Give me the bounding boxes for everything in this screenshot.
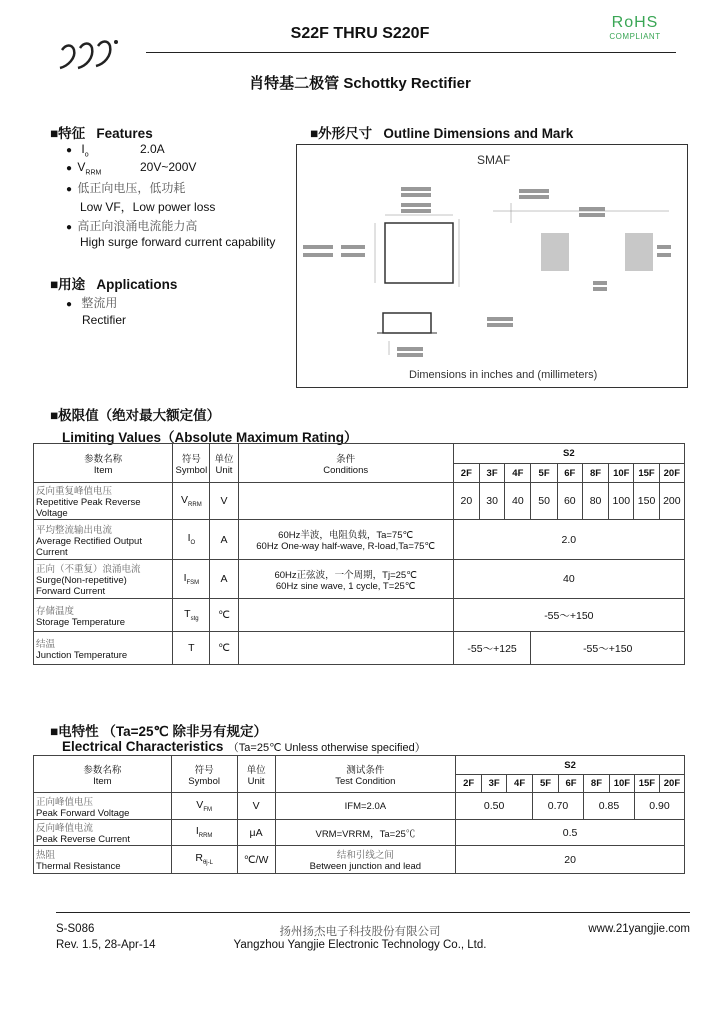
param-value: -55～+125	[453, 632, 531, 665]
lim-col-symbol: 符号 Symbol	[173, 444, 210, 483]
param-value: 0.50	[456, 793, 533, 820]
param-value: 0.90	[634, 793, 684, 820]
param-value: 40	[505, 483, 531, 520]
param-condition	[238, 483, 453, 520]
electrical-table	[33, 755, 685, 874]
company-en: Yangzhou Yangjie Electronic Technology Co., Ltd.	[233, 939, 487, 951]
el-part: 3F	[482, 775, 507, 793]
param-value: 50	[531, 483, 557, 520]
package-name: SMAF	[477, 153, 511, 167]
param-unit: V	[237, 793, 275, 820]
param-value: -55～+150	[531, 632, 685, 665]
vrrm-value: 20V~200V	[140, 160, 197, 174]
lim-col-unit: 单位 Unit	[210, 444, 238, 483]
param-name: 反向峰值电流 Peak Reverse Current	[34, 820, 172, 846]
applications-heading: ■用途 Applications	[50, 277, 178, 292]
limiting-heading-cn: ■极限值（绝对最大额定值）	[50, 408, 221, 423]
outline-box	[296, 144, 688, 388]
param-value: -55～+150	[453, 599, 684, 632]
feature-io	[66, 142, 89, 158]
param-unit: μA	[237, 820, 275, 846]
param-symbol: $I_O$	[173, 520, 210, 560]
el-part: 4F	[507, 775, 533, 793]
param-value: 0.5	[456, 820, 685, 846]
param-condition	[238, 599, 453, 632]
param-unit: A	[210, 560, 238, 599]
lim-part: 4F	[505, 464, 531, 483]
param-name: 反向重复峰值电压 Repetitive Peak Reverse Voltage	[34, 483, 173, 520]
outline-heading: ■外形尺寸 Outline Dimensions and Mark	[310, 126, 574, 141]
vrrm-symbol: $V_{RRM}$	[77, 160, 102, 177]
param-unit: A	[210, 520, 238, 560]
param-name: 热阻 Thermal Resistance	[34, 846, 172, 874]
table-row	[34, 483, 685, 520]
table-row	[34, 632, 685, 665]
param-value: 80	[582, 483, 608, 520]
rohs-label: RoHS	[611, 14, 659, 31]
company-cn: 扬州扬杰电子科技股份有限公司	[279, 926, 441, 938]
table-row	[34, 520, 685, 560]
rohs-compliant: COMPLIANT	[609, 32, 661, 41]
bullet-icon: ●	[66, 145, 73, 156]
limiting-table	[33, 443, 685, 665]
param-symbol: $V_{RRM}$	[173, 483, 210, 520]
lim-part: 5F	[531, 464, 557, 483]
param-condition: IFM=2.0A	[275, 793, 456, 820]
param-condition: 60Hz半波，电阻负载，Ta=75℃ 60Hz One-way half-wave, R-load,Ta=75℃	[238, 520, 453, 560]
param-symbol: $R_{\theta j-L}$	[171, 846, 237, 874]
param-name: 正向峰值电压 Peak Forward Voltage	[34, 793, 172, 820]
table-row	[34, 793, 685, 820]
lim-part: 10F	[609, 464, 634, 483]
el-part: 6F	[559, 775, 584, 793]
param-name: 正向（不重复）浪涌电流 Surge(Non-repetitive) Forward Current	[34, 560, 173, 599]
bullet-icon: ●	[66, 184, 73, 195]
param-unit: ℃	[210, 632, 238, 665]
el-group: S2	[456, 756, 685, 775]
el-col-condition: 测试条件 Test Condition	[275, 756, 456, 793]
application-cn: ● 整流用	[66, 296, 118, 310]
doc-number: S-S086	[56, 923, 95, 935]
param-condition: VRM=VRRM，Ta=25℃	[275, 820, 456, 846]
param-unit: ℃/W	[237, 846, 275, 874]
table-row	[34, 599, 685, 632]
lim-part: 20F	[659, 464, 684, 483]
param-name: 存储温度 Storage Temperature	[34, 599, 173, 632]
el-col-item: 参数名称 Item	[34, 756, 172, 793]
el-part: 8F	[583, 775, 609, 793]
el-part: 15F	[634, 775, 659, 793]
param-symbol: $I_{RRM}$	[171, 820, 237, 846]
table-row	[34, 560, 685, 599]
param-condition: 60Hz正弦波，一个周期，Tj=25℃ 60Hz sine wave, 1 cycle, T=25℃	[238, 560, 453, 599]
param-value: 60	[557, 483, 582, 520]
param-value: 40	[453, 560, 684, 599]
feature-surge-cn: ● 高正向浪涌电流能力高	[66, 219, 198, 233]
param-value: 150	[634, 483, 659, 520]
lim-col-item: 参数名称 Item	[34, 444, 173, 483]
doc-revision: Rev. 1.5, 28-Apr-14	[56, 939, 156, 951]
param-condition: 结和引线之间 Between junction and lead	[275, 846, 456, 874]
bullet-icon: ●	[66, 299, 73, 310]
param-condition	[238, 632, 453, 665]
lim-part: 6F	[557, 464, 582, 483]
io-symbol: $I_o$	[81, 142, 89, 159]
param-value: 30	[479, 483, 504, 520]
param-symbol: $T_{stg}$	[173, 599, 210, 632]
doc-title: S22F THRU S220F	[290, 25, 430, 42]
lim-col-conditions: 条件 Conditions	[238, 444, 453, 483]
subtitle-en: Schottky Rectifier	[343, 75, 471, 92]
param-value: 200	[659, 483, 684, 520]
table-row	[34, 820, 685, 846]
table-row	[34, 846, 685, 874]
param-value: 0.70	[533, 793, 584, 820]
header-rule	[146, 52, 676, 53]
param-value: 0.85	[583, 793, 634, 820]
feature-vrrm	[66, 160, 101, 176]
el-col-symbol: 符号 Symbol	[171, 756, 237, 793]
lim-part: 8F	[582, 464, 608, 483]
outline-caption: Dimensions in inches and (millimeters)	[409, 369, 598, 381]
param-value: 2.0	[453, 520, 684, 560]
website-link[interactable]: www.21yangjie.com	[588, 923, 690, 935]
lim-part: 3F	[479, 464, 504, 483]
subtitle-cn: 肖特基二极管	[249, 75, 340, 92]
feature-low-vf-cn: ● 低正向电压，低功耗	[66, 181, 186, 195]
param-name: 平均整流输出电流 Average Rectified Output Current	[34, 520, 173, 560]
param-value: 20	[456, 846, 685, 874]
param-value: 100	[609, 483, 634, 520]
bullet-icon: ●	[66, 222, 73, 233]
feature-surge-en: High surge forward current capability	[80, 235, 276, 249]
bullet-icon: ●	[66, 163, 73, 174]
rohs-badge	[600, 14, 670, 41]
outline-drawing	[297, 145, 687, 387]
el-part: 10F	[609, 775, 634, 793]
lim-part: 2F	[453, 464, 479, 483]
footer-rule	[56, 912, 690, 913]
electrical-heading-cn: ■电特性 （Ta=25℃ 除非另有规定）	[50, 724, 267, 739]
el-part: 5F	[533, 775, 559, 793]
doc-subtitle	[0, 72, 720, 93]
el-col-unit: 单位 Unit	[237, 756, 275, 793]
param-symbol: $V_{FM}$	[171, 793, 237, 820]
lim-part: 15F	[634, 464, 659, 483]
param-symbol: T	[173, 632, 210, 665]
feature-low-vf-en: Low VF，Low power loss	[80, 200, 216, 214]
el-part: 2F	[456, 775, 482, 793]
param-symbol: $I_{FSM}$	[173, 560, 210, 599]
lim-group: S2	[453, 444, 684, 464]
param-value: 20	[453, 483, 479, 520]
param-unit: ℃	[210, 599, 238, 632]
param-name: 结温 Junction Temperature	[34, 632, 173, 665]
el-part: 20F	[659, 775, 684, 793]
limiting-heading-en: Limiting Values（Absolute Maximum Rating）	[62, 430, 358, 445]
param-unit: V	[210, 483, 238, 520]
io-value: 2.0A	[140, 142, 165, 156]
application-en: Rectifier	[82, 313, 127, 327]
electrical-heading-en: Electrical Characteristics （Ta=25℃ Unless otherwise specified）	[62, 739, 426, 754]
features-heading: ■特征 Features	[50, 126, 153, 141]
